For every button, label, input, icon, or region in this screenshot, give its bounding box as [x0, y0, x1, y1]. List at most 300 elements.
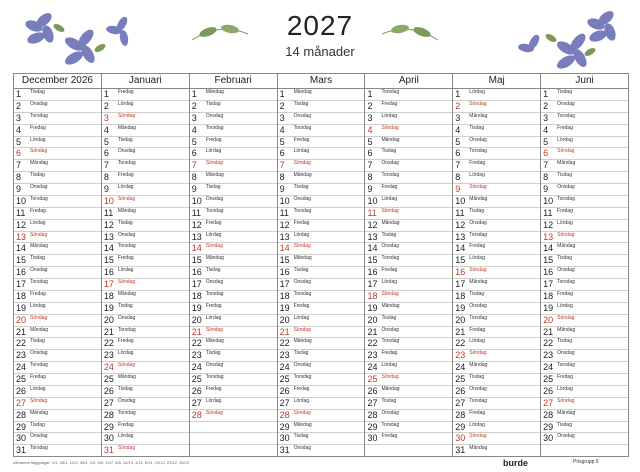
- weekday-name: Onsdag: [293, 445, 312, 452]
- day-number: 27: [543, 397, 554, 408]
- day-cell: [453, 137, 540, 149]
- weekday-name: Onsdag: [469, 219, 487, 226]
- day-number: 8: [16, 172, 22, 183]
- weekday-name: Onsdag: [557, 267, 575, 274]
- weekday-name: Lördag: [117, 267, 134, 274]
- day-cell: [365, 267, 452, 279]
- weekday-name: Onsdag: [557, 433, 575, 440]
- day-cell: [14, 255, 101, 267]
- day-cell: [541, 137, 628, 149]
- day-cell: [190, 303, 277, 315]
- day-cell: [102, 350, 189, 362]
- day-number: 17: [455, 279, 466, 289]
- day-number: 7: [367, 160, 373, 171]
- weekday-name: Måndag: [293, 338, 312, 345]
- day-number: 2: [543, 100, 549, 111]
- month-title: Januari: [102, 74, 189, 89]
- day-number: 18: [279, 290, 290, 301]
- day-cell: [102, 220, 189, 232]
- weekday-name: Måndag: [117, 124, 136, 131]
- day-number: 17: [16, 279, 27, 289]
- day-number: 5: [16, 136, 22, 147]
- weekday-name: Fredag: [469, 409, 486, 416]
- weekday-name: Onsdag: [557, 100, 575, 107]
- day-cell: [14, 350, 101, 362]
- day-cell: [541, 338, 628, 350]
- weekday-name: Fredag: [205, 219, 222, 226]
- day-cell: [365, 433, 452, 445]
- day-number: 2: [16, 100, 22, 111]
- day-cell: [190, 125, 277, 137]
- weekday-name: Lördag: [557, 219, 573, 226]
- day-number: 29: [279, 421, 290, 432]
- weekday-name: Lördag: [381, 112, 398, 119]
- day-number: 1: [16, 89, 22, 99]
- weekday-name: Tisdag: [205, 100, 221, 107]
- day-number: 6: [543, 148, 549, 159]
- day-cell: [102, 338, 189, 350]
- day-cell: [190, 220, 277, 232]
- day-cell: [278, 89, 365, 101]
- day-cell: [365, 196, 452, 208]
- weekday-name: Torsdag: [117, 243, 136, 250]
- day-number: 3: [16, 112, 22, 123]
- weekday-name: Lördag: [293, 231, 310, 238]
- day-cell: [14, 113, 101, 125]
- day-number: 19: [16, 302, 27, 313]
- day-number: 19: [279, 302, 290, 313]
- weekday-name: Lördag: [205, 314, 222, 321]
- weekday-name: Måndag: [469, 195, 488, 202]
- day-cell: [190, 279, 277, 291]
- day-number: 25: [543, 374, 554, 384]
- weekday-name: Söndag: [469, 100, 487, 107]
- day-cell: [278, 422, 365, 434]
- weekday-name: Onsdag: [117, 148, 136, 155]
- day-number: 21: [367, 326, 378, 337]
- day-cell: [190, 327, 277, 339]
- day-number: 27: [279, 397, 290, 408]
- weekday-name: Lördag: [205, 148, 222, 155]
- day-cell: [14, 422, 101, 434]
- day-cell: [541, 267, 628, 279]
- day-number: 15: [455, 255, 466, 266]
- day-cell: [102, 160, 189, 172]
- day-cell: [365, 315, 452, 327]
- weekday-name: Onsdag: [293, 112, 312, 119]
- weekday-name: Lördag: [205, 397, 222, 404]
- day-number: 4: [279, 124, 285, 135]
- weekday-name: Tisdag: [381, 314, 397, 321]
- weekday-name: Torsdag: [30, 362, 48, 369]
- day-cell: [14, 125, 101, 137]
- day-cell: [14, 374, 101, 386]
- day-number: 2: [455, 100, 461, 111]
- day-cell: [453, 243, 540, 255]
- day-cell: [365, 125, 452, 137]
- day-number: 21: [191, 326, 202, 337]
- day-cell: [278, 148, 365, 160]
- day-number: 7: [16, 160, 22, 171]
- day-cell: [453, 196, 540, 208]
- weekday-name: Tisdag: [205, 267, 221, 274]
- day-number: 8: [279, 172, 285, 183]
- day-number: 15: [191, 255, 202, 266]
- day-number: 31: [103, 445, 114, 456]
- day-cell: [365, 220, 452, 232]
- weekday-name: Onsdag: [117, 397, 136, 404]
- day-cell: [190, 243, 277, 255]
- month-column: [14, 74, 102, 456]
- day-number: 23: [16, 350, 27, 361]
- day-cell: [365, 350, 452, 362]
- day-number: 14: [455, 243, 466, 254]
- day-cell: [365, 255, 452, 267]
- weekday-name: Fredag: [30, 374, 46, 380]
- day-number: 10: [367, 195, 378, 206]
- weekday-name: Lördag: [117, 184, 134, 190]
- day-cell: [190, 232, 277, 244]
- weekday-name: Måndag: [557, 160, 576, 167]
- day-number: 4: [103, 124, 109, 135]
- weekday-name: Lördag: [469, 421, 485, 428]
- day-number: 15: [16, 255, 27, 266]
- weekday-name: Söndag: [117, 195, 136, 202]
- day-cell: [365, 386, 452, 398]
- day-number: 5: [103, 136, 109, 147]
- day-number: 1: [279, 89, 285, 99]
- weekday-name: Söndag: [469, 433, 487, 440]
- day-cell: [278, 350, 365, 362]
- day-number: 2: [103, 100, 109, 111]
- day-number: 18: [367, 290, 378, 301]
- day-number: 13: [367, 231, 378, 242]
- day-cell: [453, 374, 540, 386]
- weekday-name: Fredag: [381, 184, 398, 190]
- weekday-name: Fredag: [205, 302, 222, 309]
- month-title: Juni: [541, 74, 628, 89]
- day-number: 2: [279, 100, 285, 111]
- weekday-name: Fredag: [381, 100, 398, 107]
- day-number: 20: [279, 314, 290, 325]
- day-number: 9: [543, 184, 549, 194]
- weekday-name: Onsdag: [30, 267, 48, 274]
- clematis-flower-right-icon: [506, 8, 626, 70]
- day-cell: [278, 445, 365, 456]
- weekday-name: Torsdag: [381, 89, 400, 95]
- day-cell: [541, 422, 628, 434]
- empty-cell: [190, 422, 277, 434]
- month-title: Februari: [190, 74, 277, 89]
- weekday-name: Torsdag: [557, 362, 575, 369]
- weekday-name: Tisdag: [293, 350, 309, 357]
- weekday-name: Lördag: [557, 302, 573, 309]
- day-cell: [453, 291, 540, 303]
- weekday-name: Tisdag: [293, 267, 309, 274]
- weekday-name: Söndag: [30, 314, 48, 321]
- day-cell: [190, 148, 277, 160]
- weekday-name: Fredag: [293, 302, 310, 309]
- weekday-name: Tisdag: [557, 172, 572, 179]
- day-number: 10: [103, 195, 114, 206]
- day-number: 19: [543, 302, 554, 313]
- month-column: [541, 74, 628, 456]
- day-number: 13: [455, 231, 466, 242]
- weekday-name: Onsdag: [205, 112, 224, 119]
- weekday-name: Fredag: [205, 136, 222, 143]
- day-cell: [365, 243, 452, 255]
- weekday-name: Tisdag: [469, 207, 485, 214]
- day-number: 17: [543, 279, 554, 289]
- weekday-name: Söndag: [469, 267, 487, 274]
- weekday-name: Onsdag: [30, 100, 48, 107]
- day-cell: [541, 315, 628, 327]
- empty-cell: [190, 433, 277, 445]
- weekday-name: Måndag: [205, 255, 224, 262]
- day-cell: [190, 196, 277, 208]
- day-number: 2: [367, 100, 373, 111]
- day-number: 8: [191, 172, 197, 183]
- day-cell: [453, 220, 540, 232]
- day-cell: [14, 410, 101, 422]
- day-number: 9: [16, 184, 22, 194]
- weekday-name: Lördag: [381, 279, 398, 285]
- weekday-name: Måndag: [293, 172, 312, 179]
- weekday-name: Onsdag: [293, 362, 312, 369]
- weekday-name: Lördag: [117, 100, 134, 107]
- day-cell: [102, 148, 189, 160]
- weekday-name: Söndag: [205, 160, 223, 167]
- day-number: 25: [279, 374, 290, 384]
- weekday-name: Måndag: [293, 421, 312, 428]
- weekday-name: Onsdag: [381, 409, 399, 416]
- weekday-name: Söndag: [557, 314, 575, 321]
- day-number: 12: [455, 219, 466, 230]
- weekday-name: Söndag: [205, 243, 223, 250]
- day-number: 30: [455, 433, 466, 444]
- day-cell: [453, 232, 540, 244]
- day-number: 15: [543, 255, 554, 266]
- weekday-name: Lördag: [469, 89, 485, 95]
- day-number: 20: [191, 314, 202, 325]
- day-number: 16: [543, 267, 554, 278]
- day-cell: [190, 398, 277, 410]
- day-cell: [102, 410, 189, 422]
- weekday-name: Måndag: [469, 445, 488, 452]
- day-number: 6: [103, 148, 109, 159]
- day-cell: [190, 113, 277, 125]
- day-cell: [14, 291, 101, 303]
- day-cell: [278, 398, 365, 410]
- day-cell: [14, 338, 101, 350]
- day-cell: [14, 196, 101, 208]
- weekday-name: Söndag: [469, 184, 487, 190]
- weekday-name: Söndag: [557, 148, 575, 155]
- day-number: 16: [16, 267, 27, 278]
- day-cell: [278, 208, 365, 220]
- weekday-name: Fredag: [117, 89, 134, 95]
- weekday-name: Fredag: [557, 374, 573, 380]
- weekday-name: Fredag: [557, 290, 573, 297]
- product-code: Prisgrupp 9: [573, 459, 599, 465]
- day-number: 22: [103, 338, 114, 349]
- day-cell: [14, 220, 101, 232]
- day-number: 10: [279, 195, 290, 206]
- day-cell: [365, 422, 452, 434]
- day-cell: [14, 315, 101, 327]
- weekday-name: Tisdag: [293, 433, 309, 440]
- weekday-name: Fredag: [469, 160, 486, 167]
- weekday-name: Söndag: [117, 279, 136, 285]
- day-cell: [102, 315, 189, 327]
- day-number: 24: [543, 362, 554, 373]
- day-number: 22: [16, 338, 27, 349]
- day-number: 28: [103, 409, 114, 420]
- weekday-name: Torsdag: [469, 397, 488, 404]
- day-number: 1: [103, 89, 109, 99]
- day-cell: [278, 338, 365, 350]
- day-cell: [541, 327, 628, 339]
- day-cell: [541, 398, 628, 410]
- day-number: 7: [279, 160, 285, 171]
- weekday-name: Onsdag: [293, 195, 312, 202]
- weekday-name: Lördag: [557, 136, 573, 143]
- day-number: 23: [191, 350, 202, 361]
- day-number: 26: [103, 385, 114, 396]
- day-number: 11: [455, 207, 465, 218]
- day-cell: [541, 374, 628, 386]
- day-number: 11: [279, 207, 289, 218]
- weekday-name: Onsdag: [469, 302, 487, 309]
- weekday-name: Söndag: [205, 409, 223, 416]
- weekday-name: Onsdag: [381, 243, 399, 250]
- day-cell: [14, 137, 101, 149]
- weekday-name: Torsdag: [469, 314, 488, 321]
- day-cell: [14, 398, 101, 410]
- weekday-name: Lördag: [117, 350, 134, 357]
- day-cell: [541, 148, 628, 160]
- weekday-name: Torsdag: [469, 231, 488, 238]
- day-cell: [102, 303, 189, 315]
- day-number: 15: [103, 255, 114, 266]
- brand-logo: burde: [503, 458, 529, 468]
- day-number: 29: [543, 421, 554, 432]
- weekday-name: Onsdag: [557, 350, 575, 357]
- day-number: 14: [191, 243, 202, 254]
- day-number: 6: [367, 148, 373, 159]
- day-number: 13: [543, 231, 554, 242]
- day-number: 21: [16, 326, 27, 337]
- day-cell: [190, 410, 277, 422]
- weekday-name: Lördag: [469, 255, 485, 262]
- day-number: 2: [191, 100, 197, 111]
- day-number: 28: [191, 409, 202, 420]
- day-cell: [278, 101, 365, 113]
- weekday-name: Söndag: [117, 445, 136, 452]
- day-cell: [278, 279, 365, 291]
- day-number: 19: [455, 302, 466, 313]
- day-number: 30: [543, 433, 554, 444]
- day-number: 27: [455, 397, 466, 408]
- day-cell: [453, 208, 540, 220]
- weekday-name: Onsdag: [381, 160, 399, 167]
- day-number: 19: [103, 302, 114, 313]
- day-cell: [14, 184, 101, 196]
- day-cell: [541, 255, 628, 267]
- day-cell: [278, 160, 365, 172]
- day-number: 13: [191, 231, 202, 242]
- day-number: 6: [279, 148, 285, 159]
- day-number: 7: [103, 160, 109, 171]
- day-cell: [541, 386, 628, 398]
- weekday-name: Söndag: [293, 409, 311, 416]
- day-cell: [102, 327, 189, 339]
- weekday-name: Fredag: [117, 172, 134, 179]
- weekday-name: Lördag: [30, 385, 46, 392]
- weekday-name: Tisdag: [205, 350, 221, 357]
- weekday-name: Tisdag: [381, 148, 397, 155]
- weekday-name: Lördag: [293, 314, 310, 321]
- day-number: 25: [103, 374, 114, 384]
- weekday-name: Onsdag: [205, 362, 224, 369]
- weekday-name: Fredag: [381, 433, 398, 440]
- day-cell: [365, 303, 452, 315]
- weekday-name: Fredag: [381, 267, 398, 274]
- day-number: 30: [16, 433, 27, 444]
- day-cell: [365, 137, 452, 149]
- day-number: 10: [455, 195, 466, 206]
- day-cell: [14, 386, 101, 398]
- weekday-name: Tisdag: [117, 219, 133, 226]
- weekday-name: Torsdag: [381, 338, 400, 345]
- day-cell: [190, 315, 277, 327]
- weekday-name: Måndag: [205, 338, 224, 345]
- flag-days-note: Allmänna flaggdagar: 1/1, 28/1, 12/3, 30/4, 1/5, 6/6, 14/7, 8/8, 24/10, 4/11, 6/11, 10/12, 23/12, 25/12: [13, 460, 190, 465]
- day-cell: [365, 113, 452, 125]
- day-number: 30: [279, 433, 290, 444]
- day-number: 30: [103, 433, 114, 444]
- day-number: 22: [367, 338, 378, 349]
- day-cell: [14, 267, 101, 279]
- weekday-name: Torsdag: [30, 279, 48, 285]
- day-cell: [453, 338, 540, 350]
- day-cell: [190, 386, 277, 398]
- weekday-name: Måndag: [469, 362, 488, 369]
- day-number: 5: [543, 136, 549, 147]
- day-cell: [541, 362, 628, 374]
- day-number: 25: [16, 374, 27, 384]
- day-number: 23: [543, 350, 554, 361]
- day-cell: [541, 172, 628, 184]
- day-cell: [14, 148, 101, 160]
- weekday-name: Lördag: [557, 385, 573, 392]
- day-cell: [278, 172, 365, 184]
- weekday-name: Lördag: [381, 195, 398, 202]
- weekday-name: Tisdag: [557, 89, 572, 95]
- day-number: 8: [103, 172, 109, 183]
- empty-cell: [365, 445, 452, 456]
- weekday-name: Måndag: [117, 290, 136, 297]
- day-cell: [365, 208, 452, 220]
- day-number: 12: [191, 219, 202, 230]
- day-number: 12: [279, 219, 290, 230]
- weekday-name: Måndag: [381, 219, 400, 226]
- day-cell: [365, 410, 452, 422]
- day-cell: [14, 327, 101, 339]
- day-number: 16: [103, 267, 114, 278]
- day-number: 27: [103, 397, 114, 408]
- weekday-name: Fredag: [293, 219, 310, 226]
